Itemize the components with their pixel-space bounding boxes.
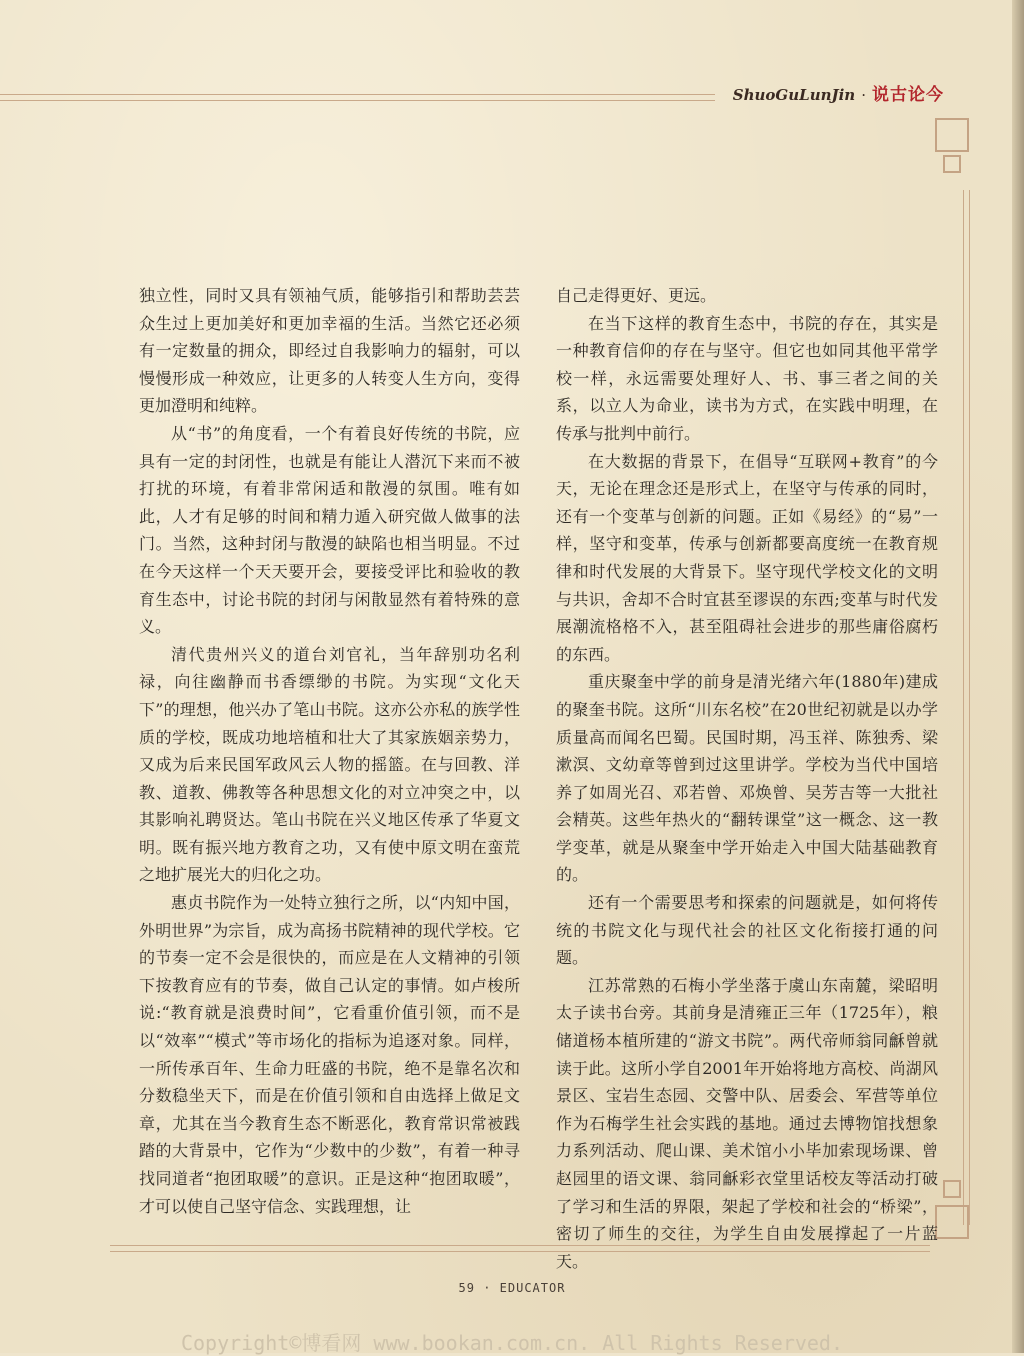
frame-corner-top-right-inner [943, 155, 961, 173]
frame-right-line [963, 190, 964, 1225]
header-section-title: 说古论今 [872, 85, 944, 105]
page-number: 59 · EDUCATOR [458, 1281, 566, 1295]
paragraph: 自己走得更好、更远。 [556, 286, 717, 305]
frame-right-line-2 [969, 190, 970, 1225]
left-text-column [139, 282, 520, 1220]
copyright-watermark: Copyright©博看网 www.bookan.com.cn. All Rights Reserved. [180, 1331, 844, 1355]
paragraph: 清代贵州兴义的道台刘官礼，当年辞别功名利禄，向往幽静而书香缥缈的书院。为实现“文化天下”的理想，他兴办了笔山书院。这亦公亦私的族学性质的学校，既成功地培植和壮大了其家族姻亲势力，又成为后来民国军政风云人物的摇篮。在与回教、洋教、道教、佛教等各种思想文化的对立冲突之中，以其影响礼聘贤达。笔山书院在兴义地区传承了华夏文明。既有振兴地方教育之功，又有使中原文明在蛮荒之地扩展光大的归化之功。 [139, 644, 520, 885]
paragraph: 在大数据的背景下，在倡导“互联网+教育”的今天，无论在理念还是形式上，在坚守与传承的同时，还有一个变革与创新的问题。正如《易经》的“易”一样，坚守和变革，传承与创新都要高度统一在教育规律和时代发展的大背景下。坚守现代学校文化的文明与共识，舍却不合时宜甚至谬误的东西;变革与时代发展潮流格格不入，甚至阻碍社会进步的那些庸俗腐朽的东西。 [556, 451, 938, 664]
paragraph: 独立性，同时又具有领袖气质，能够指引和帮助芸芸众生过上更加美好和更加幸福的生活。当然它还必须有一定数量的拥众，即经过自我影响力的辐射，可以慢慢形成一种效应，让更多的人转变人生方向，变得更加澄明和纯粹。 [139, 286, 520, 416]
frame-top-line [0, 94, 715, 95]
paragraph: 江苏常熟的石梅小学坐落于虞山东南麓，梁昭明太子读书台旁。其前身是清雍正三年（1725年），粮储道杨本植所建的“游文书院”。两代帝师翁同龢曾就读于此。这所小学自2001年开始将地方高校、尚湖风景区、宝岩生态园、交警中队、居委会、军营等单位作为石梅学生社会实践的基地。通过去博物馆找想象力系列活动、爬山课、美术馆小小毕加索现场课、曾赵园里的语文课、翁同龢彩衣堂里话校友等活动打破了学习和生活的界限，架起了学校和社会的“桥梁”，密切了师生的交往，为学生自由发展撑起了一片蓝天。 [556, 975, 938, 1271]
right-text-column [556, 282, 938, 1275]
paragraph: 重庆聚奎中学的前身是清光绪六年(1880年)建成的聚奎书院。这所“川东名校”在20世纪初就是以办学质量高而闻名巴蜀。民国时期，冯玉祥、陈独秀、梁漱溟、文幼章等曾到过这里讲学。学校为当代中国培养了如周光召、邓若曾、邓焕曾、吴芳吉等一大批社会精英。这些年热火的“翻转课堂”这一概念、这一教学变革，就是从聚奎中学开始走入中国大陆基础教育的。 [556, 672, 938, 885]
paragraph: 在当下这样的教育生态中，书院的存在，其实是一种教育信仰的存在与坚守。但它也如同其他平常学校一样，永远需要处理好人、书、事三者之间的关系，以立人为命业，读书为方式，在实践中明理，在传承与批判中前行。 [556, 313, 938, 443]
paragraph: 从“书”的角度看，一个有着良好传统的书院，应具有一定的封闭性，也就是有能让人潜沉下来而不被打扰的环境，有着非常闲适和散漫的氛围。唯有如此，人才有足够的时间和精力遁入研究做人做事的法门。当然，这种封闭与散漫的缺陷也相当明显。不过在今天这样一个天天要开会，要接受评比和验收的教育生态中，讨论书院的封闭与闲散显然有着特殊的意义。 [139, 423, 520, 637]
frame-corner-top-right [935, 118, 969, 152]
frame-corner-bottom-right-inner [943, 1180, 961, 1198]
running-header [733, 80, 944, 105]
header-latin-title: ShuoGuLunJin [732, 86, 856, 104]
paragraph: 惠贞书院作为一处特立独行之所，以“内知中国，外明世界”为宗旨，成为高扬书院精神的现代学校。它的节奏一定不会是很快的，而应是在人文精神的引领下按教育应有的节奏，做自己认定的事情。如卢梭所说:“教育就是浪费时间”，它看重价值引领，而不是以“效率”“模式”等市场化的指标为追逐对象。同样，一所传承百年、生命力旺盛的书院，绝不是靠名次和分数稳坐天下，而是在价值引领和自由选择上做足文章，尤其在当今教育生态不断恶化，教育常识常被践踏的大背景中，它作为“少数中的少数”，有着一种寻找同道者“抱团取暖”的意识。正是这种“抱团取暖”，才可以使自己坚守信念、实践理想，让 [139, 893, 520, 1216]
page-edge-shadow [1012, 0, 1024, 1353]
paragraph: 还有一个需要思考和探索的问题就是，如何将传统的书院文化与现代社会的社区文化衔接打通的问题。 [556, 893, 938, 968]
frame-top-line-2 [0, 100, 715, 101]
frame-corner-bottom-right [935, 1205, 969, 1239]
header-separator: · [861, 86, 866, 104]
